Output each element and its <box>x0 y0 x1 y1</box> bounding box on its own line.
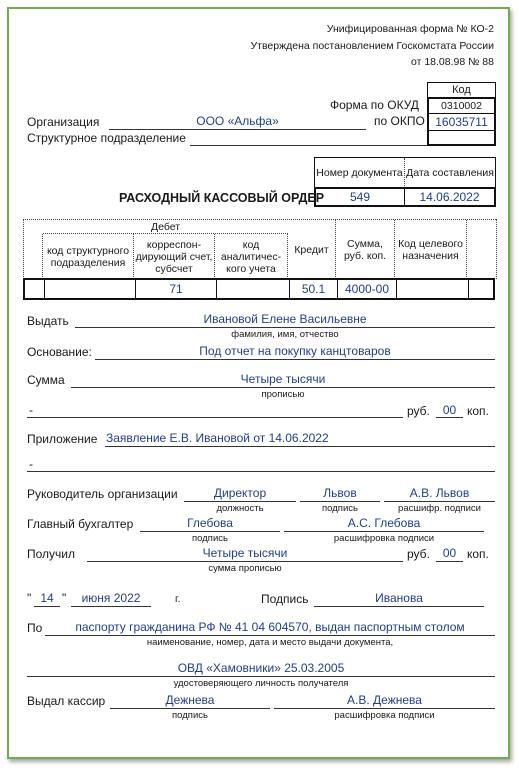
passport-caption2: удостоверяющего личность получателя <box>173 678 349 689</box>
okpo-label: по ОКПО <box>374 114 425 128</box>
date-day-underline <box>34 606 60 607</box>
issue-underline <box>75 327 495 328</box>
received-kop-underline <box>436 561 463 562</box>
head-name-caption: расшифр. подписи <box>398 503 481 514</box>
accountant-name: А.С. Глебова <box>347 516 421 530</box>
division-underline <box>190 145 427 146</box>
recipient-signature-underline <box>314 606 484 607</box>
table-cell-target <box>397 280 469 298</box>
basis-underline <box>95 359 495 360</box>
table-col-struct: код структурного подразделения <box>43 234 134 279</box>
table-col-corr: корреспон-дирующий счет, субсчет <box>134 234 215 279</box>
table-cell-blank <box>25 280 45 298</box>
table-cell-struct <box>45 280 136 298</box>
date-month-underline <box>71 606 151 607</box>
cashier-name: А.В. Дежнева <box>347 693 422 707</box>
date-quote-open: " <box>27 591 32 605</box>
head-position: Директор <box>213 486 267 500</box>
passport-underline <box>45 635 495 636</box>
doc-date-value: 14.06.2022 <box>419 190 480 204</box>
cashier-signature-underline <box>110 708 270 709</box>
date-month-year: июня 2022 <box>81 591 141 605</box>
accountant-signature-underline <box>140 531 280 532</box>
table-cell-extra <box>469 280 493 298</box>
table-col-analytic: код аналитичес-кого учета <box>215 234 288 279</box>
accountant-label: Главный бухгалтер <box>27 517 134 531</box>
table-cell-analytic <box>217 280 290 298</box>
accountant-name-underline <box>284 531 484 532</box>
amount-kop-underline <box>436 417 463 418</box>
received-value: Четыре тысячи <box>202 546 288 560</box>
received-caption: сумма прописью <box>208 563 282 574</box>
amount-kop: коп. <box>467 404 489 418</box>
okpo-extra-box <box>427 130 496 146</box>
table-data-row <box>23 278 495 300</box>
basis-value: Под отчет на покупку канцтоваров <box>199 344 391 358</box>
amount-rub: руб. <box>407 404 430 418</box>
amount-dash: - <box>29 403 33 417</box>
date-g: г. <box>175 593 181 605</box>
doc-number-label: Номер документа <box>315 158 405 188</box>
amount-line2 <box>27 417 403 418</box>
head-label: Руководитель организации <box>27 487 178 501</box>
okud-box <box>427 97 496 114</box>
table-col-blank <box>23 234 43 279</box>
attachment-label: Приложение <box>27 432 98 446</box>
org-label: Организация <box>27 115 100 129</box>
okud-label: Форма по ОКУД <box>330 98 419 112</box>
form-header-line1: Унифицированная форма № КО-2 <box>326 23 494 35</box>
table-cell-corr: 71 <box>136 280 217 298</box>
table-col-credit: Кредит <box>288 220 336 279</box>
org-underline <box>109 129 366 130</box>
issue-caption: фамилия, имя, отчество <box>231 329 339 340</box>
received-kop-value: 00 <box>442 546 457 560</box>
org-value: ООО «Альфа» <box>196 114 279 128</box>
head-signature-underline <box>300 501 380 502</box>
date-day: 14 <box>40 591 54 605</box>
passport-label: По <box>27 621 43 635</box>
head-name-underline <box>384 501 495 502</box>
doc-title: РАСХОДНЫЙ КАССОВЫЙ ОРДЕР <box>119 191 325 205</box>
attachment-value: Заявление Е.В. Ивановой от 14.06.2022 <box>106 431 329 445</box>
cashier-signature: Дежнева <box>165 693 215 707</box>
amount-caption: прописью <box>261 389 305 400</box>
code-header-label: Код <box>452 84 471 96</box>
received-rub: руб. <box>407 547 430 561</box>
table-cell-sum: 4000-00 <box>338 280 397 298</box>
table-col-target: Код целевого назначения <box>395 220 467 279</box>
cashier-name-caption: расшифровка подписи <box>334 710 435 721</box>
form-header-line2: Утверждена постановлением Госкомстата России <box>250 40 494 52</box>
amount-label: Сумма <box>27 373 65 387</box>
attachment-dash: - <box>29 457 33 471</box>
doc-date-label: Дата составления <box>406 167 494 179</box>
form-header-line3: от 18.08.98 № 88 <box>411 56 494 68</box>
received-underline <box>87 561 403 562</box>
accountant-signature-caption: подпись <box>192 533 228 544</box>
received-label: Получил <box>27 547 75 561</box>
passport-value2: ОВД «Хамовники» 25.03.2005 <box>177 661 345 675</box>
amount-value: Четыре тысячи <box>240 372 326 386</box>
amount-underline <box>71 387 495 388</box>
passport-underline2 <box>27 676 495 677</box>
accountant-name-caption: расшифровка подписи <box>333 533 435 544</box>
attachment-line2 <box>27 471 495 472</box>
attachment-underline <box>105 446 495 447</box>
cashier-name-underline <box>274 708 495 709</box>
head-signature-caption: подпись <box>322 503 358 514</box>
recipient-signature-value: Иванова <box>375 591 423 605</box>
recipient-signature-label: Подпись <box>261 592 309 606</box>
table-cell-credit: 50.1 <box>290 280 338 298</box>
okpo-box <box>427 113 496 131</box>
table-debit-header: Дебет <box>43 220 288 234</box>
head-position-caption: должность <box>216 503 264 514</box>
accountant-signature: Глебова <box>187 516 233 530</box>
head-name: А.В. Львов <box>409 486 470 500</box>
division-label: Структурное подразделение <box>27 131 186 145</box>
passport-caption1: наименование, номер, дата и место выдачи документа, <box>146 637 394 648</box>
head-signature: Львов <box>323 486 357 500</box>
received-kop: коп. <box>467 547 489 561</box>
passport-value: паспорту гражданина РФ № 41 04 604570, выдан паспортным столом <box>75 620 465 634</box>
issue-value: Ивановой Елене Васильевне <box>203 312 367 326</box>
okud-value: 0310002 <box>441 100 482 112</box>
doc-values-box <box>314 187 496 207</box>
code-header-box <box>427 82 496 98</box>
head-position-underline <box>184 501 296 502</box>
okpo-value: 16035711 <box>435 115 488 129</box>
amount-kop-value: 00 <box>442 403 457 417</box>
date-quote-close: " <box>62 591 67 605</box>
cashier-signature-caption: подпись <box>172 710 208 721</box>
basis-label: Основание: <box>27 345 92 359</box>
form-frame <box>7 7 510 759</box>
table-col-sum: Сумма, руб. коп. <box>336 220 395 279</box>
cashier-label: Выдал кассир <box>27 694 106 708</box>
issue-label: Выдать <box>27 314 69 328</box>
doc-number-value: 549 <box>316 189 405 205</box>
